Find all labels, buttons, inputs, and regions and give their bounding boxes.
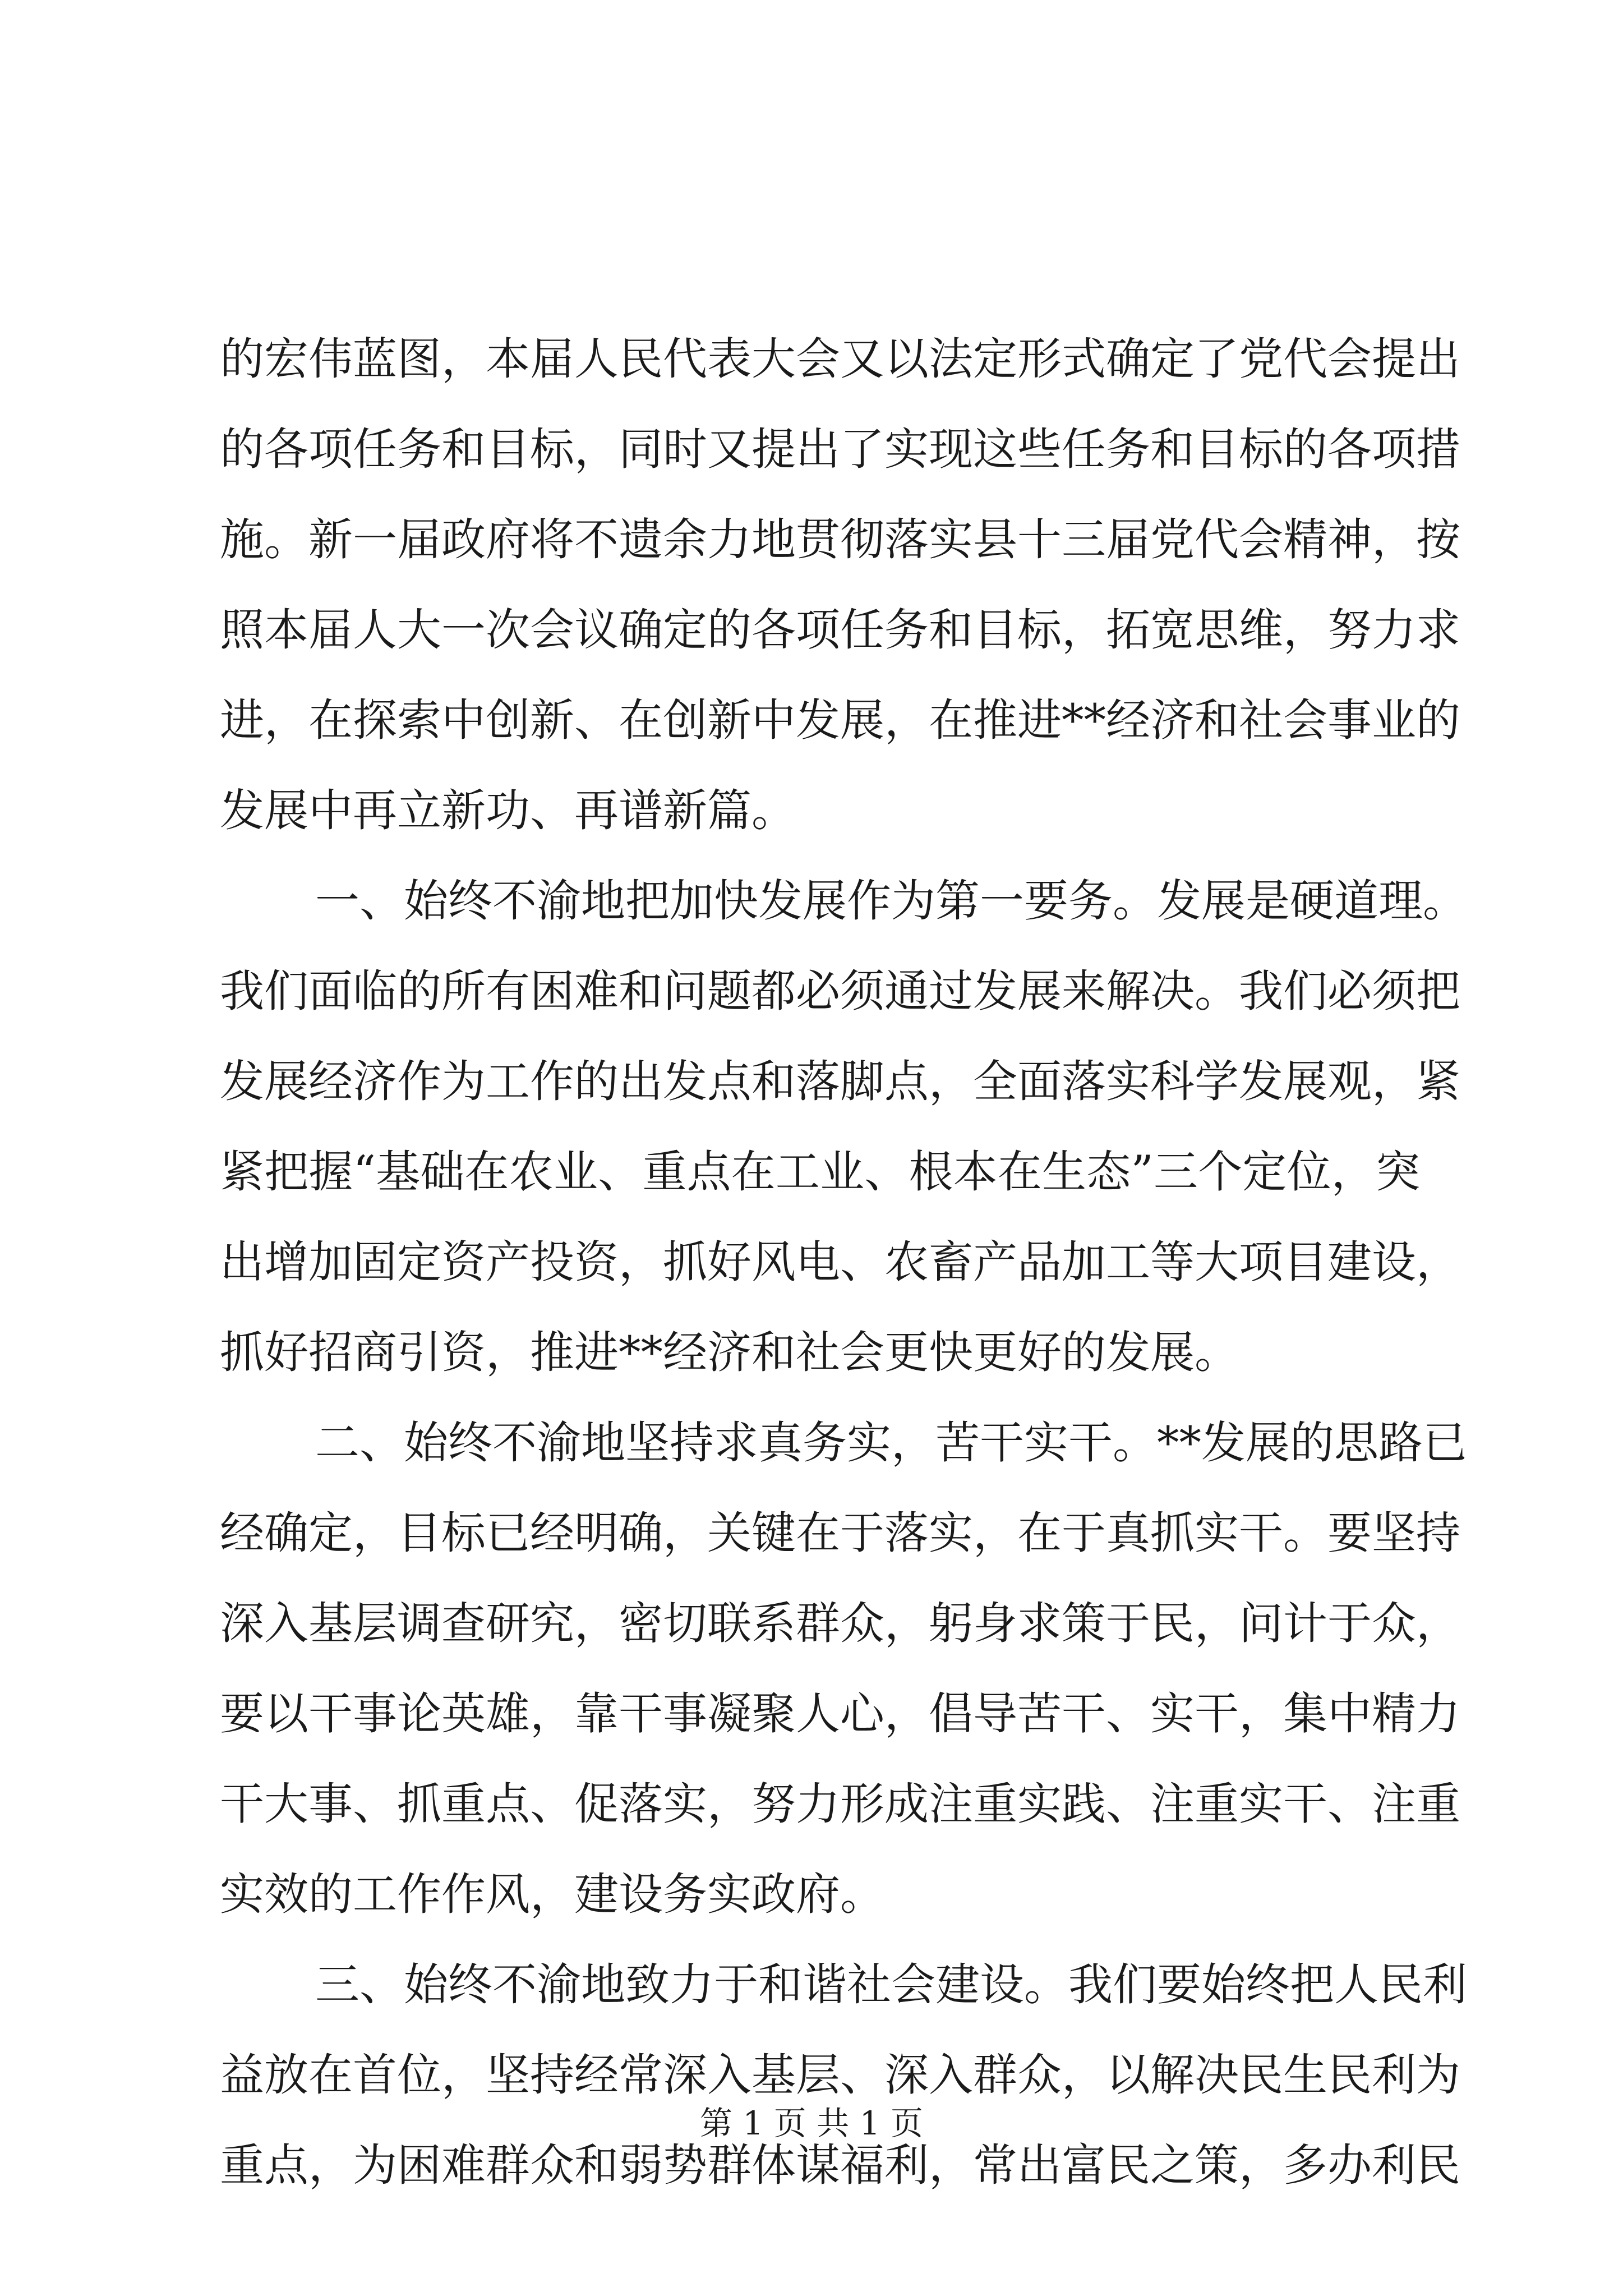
text-line: 实效的工作作风，建设务实政府。 [220,1869,884,1920]
text-line: 照本届人大一次会议确定的各项任务和目标，拓宽思维，努力求 [220,604,1460,656]
text-line: 施。新一届政府将不遗余力地贯彻落实县十三届党代会精神，按 [220,514,1460,565]
text-line: 抓好招商引资，推进**经济和社会更快更好的发展。 [220,1327,1239,1378]
text-line: 三、始终不渝地致力于和谐社会建设。我们要始终把人民利 [315,1959,1467,2010]
text-line: 一、始终不渝地把加快发展作为第一要务。发展是硬道理。 [315,875,1467,927]
text-line: 经确定，目标已经明确，关键在于落实，在于真抓实干。要坚持 [220,1507,1460,1559]
text-line: 紧把握“基础在农业、重点在工业、根本在生态”三个定位，突 [220,1146,1420,1198]
text-line: 的各项任务和目标，同时又提出了实现这些任务和目标的各项措 [220,424,1460,475]
text-line: 发展中再立新功、再谱新篇。 [220,785,796,836]
text-line: 进，在探索中创新、在创新中发展，在推进**经济和社会事业的 [220,694,1460,746]
text-line: 我们面临的所有困难和问题都必须通过发展来解决。我们必须把 [220,965,1460,1017]
text-line: 要以干事论英雄，靠干事凝聚人心，倡导苦干、实干，集中精力 [220,1688,1460,1740]
text-line: 二、始终不渝地坚持求真务实，苦干实干。**发展的思路已 [315,1417,1467,1469]
text-line: 的宏伟蓝图，本届人民代表大会又以法定形式确定了党代会提出 [220,333,1460,385]
page-number-label: 第 1 页 共 1 页 [700,2104,923,2142]
document-body [220,314,1467,2211]
text-line: 出增加固定资产投资，抓好风电、农畜产品加工等大项目建设， [220,1236,1460,1288]
page-footer [0,2104,1623,2143]
text-line: 益放在首位，坚持经常深入基层、深入群众，以解决民生民利为 [220,2049,1460,2101]
text-line: 干大事、抓重点、促落实，努力形成注重实践、注重实干、注重 [220,1778,1460,1830]
text-line: 深入基层调查研究，密切联系群众，躬身求策于民，问计于众， [220,1598,1460,1649]
text-line: 重点，为困难群众和弱势群体谋福利，常出富民之策，多办利民 [220,2139,1460,2191]
text-line: 发展经济作为工作的出发点和落脚点，全面落实科学发展观，紧 [220,1056,1460,1107]
